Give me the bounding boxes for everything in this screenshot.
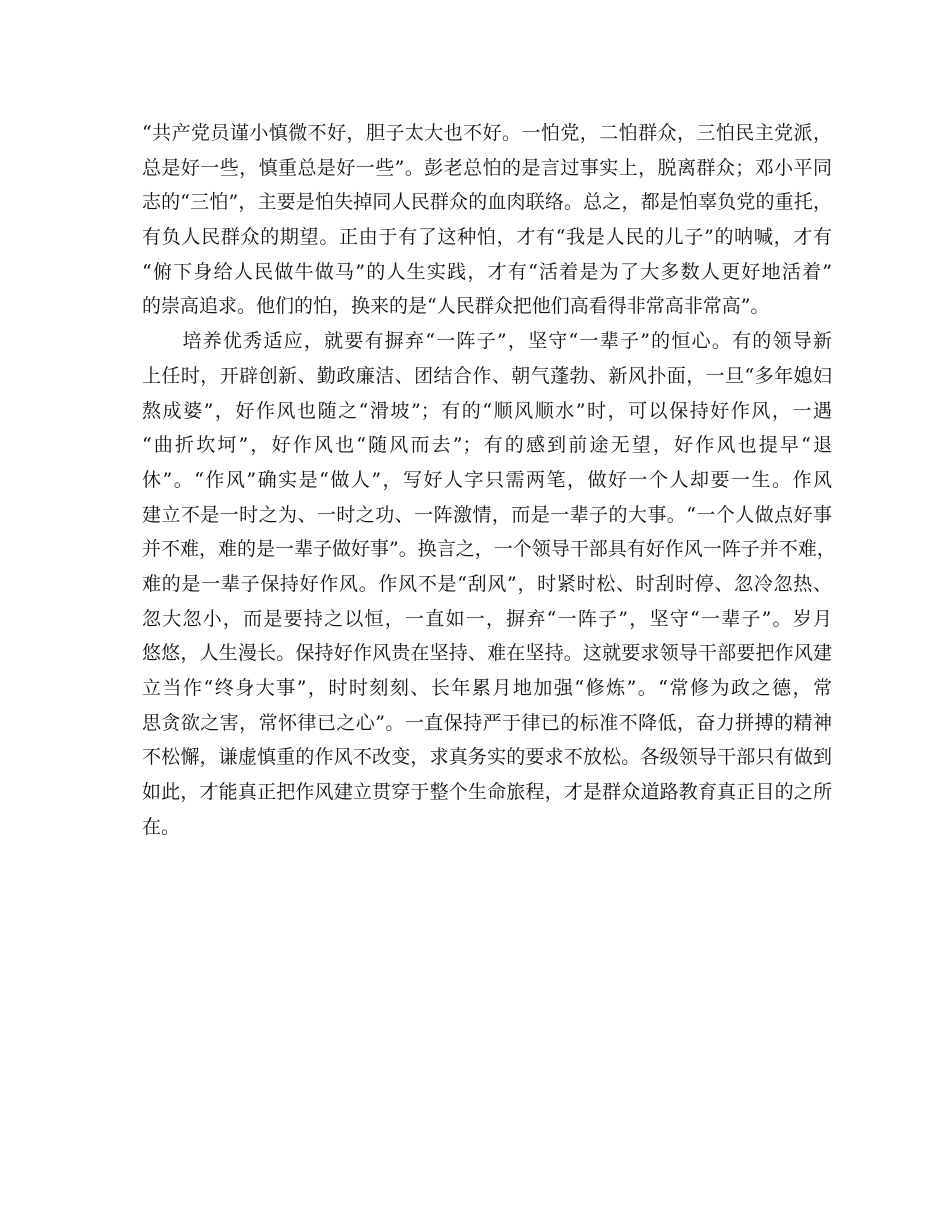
text-line: 如此，才能真正把作风建立贯穿于整个生命旅程，才是群众道路教育真正目的之所	[142, 781, 832, 804]
text-line: 立当作“终身大事”，时时刻刻、长年累月地加强“修炼”。“常修为政之德，常	[142, 677, 832, 699]
text-line: 并不难，难的是一辈子做好事”。换言之，一个领导干部具有好作风一阵子并不难，	[142, 538, 836, 561]
text-line: 不松懈，谦虚慎重的作风不改变，求真务实的要求不放松。各级领导干部只有做到	[142, 746, 832, 769]
text-line: 休”。“作风”确实是“做人”，写好人字只需两笔，做好一个人却要一生。作风	[142, 468, 832, 491]
text-line: 上任时，开辟创新、勤政廉洁、团结合作、朝气蓬勃、新风扑面，一旦“多年媳妇	[142, 364, 832, 387]
text-line: 志的“三怕”，主要是怕失掉同人民群众的血肉联络。总之，都是怕辜负党的重托，	[142, 191, 832, 214]
text-line: 忽大忽小，而是要持之以恒，一直如一，摒弃“一阵子”，坚守“一辈子”。岁月	[142, 607, 832, 630]
text-line: 培养优秀适应，就要有摒弃“一阵子”，坚守“一辈子”的恒心。有的领导新	[142, 330, 832, 353]
text-line: 有负人民群众的期望。正由于有了这种怕，才有“我是人民的儿子”的呐喊，才有	[142, 226, 832, 249]
text-line: 熬成婆”，好作风也随之“滑坡”；有的“顺风顺水”时，可以保持好作风，一遇	[142, 399, 832, 422]
text-line: “曲折坎坷”，好作风也“随风而去”；有的感到前途无望，好作风也提早“退	[142, 434, 832, 457]
body-text	[142, 116, 836, 844]
text-line: 的崇高追求。他们的怕，换来的是“人民群众把他们高看得非常高非常高”。	[142, 295, 770, 318]
text-line: “俯下身给人民做牛做马”的人生实践，才有“活着是为了大多数人更好地活着”	[142, 260, 832, 283]
text-line: 难的是一辈子保持好作风。作风不是“刮风”，时紧时松、时刮时停、忽冷忽热、	[142, 572, 832, 595]
text-line: 总是好一些，慎重总是好一些”。彭老总怕的是言过事实上，脱离群众；邓小平同	[142, 156, 832, 179]
text-line: “共产党员谨小慎微不好，胆子太大也不好。一怕党，二怕群众，三怕民主党派，	[142, 122, 832, 144]
text-line: 在。	[142, 815, 181, 838]
text-line: 悠悠，人生漫长。保持好作风贵在坚持、难在坚持。这就要求领导干部要把作风建	[142, 642, 832, 665]
text-line: 建立不是一时之为、一时之功、一阵激情，而是一辈子的大事。“一个人做点好事	[142, 503, 832, 526]
text-line: 思贪欲之害，常怀律已之心”。一直保持严于律已的标准不降低，奋力拼搏的精神	[142, 711, 832, 734]
